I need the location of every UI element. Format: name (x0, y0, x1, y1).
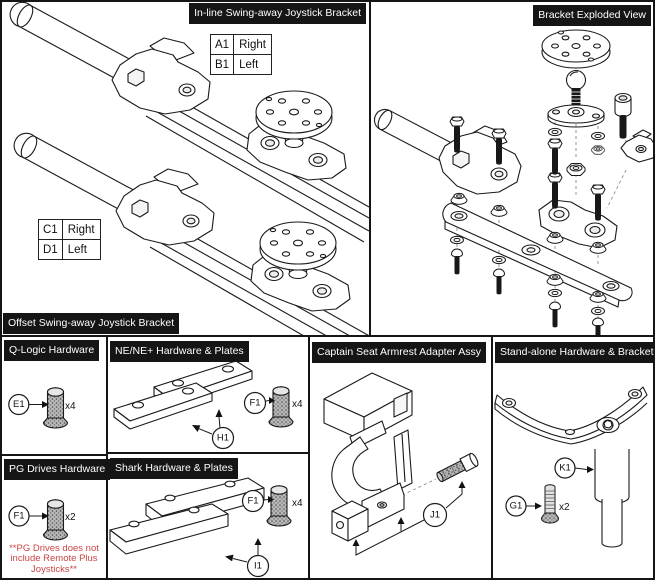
note-line: **PG Drives does not (9, 542, 99, 554)
panel-inline-offset-brackets (0, 0, 371, 337)
table-row (211, 35, 272, 55)
table-offset-codes (38, 219, 101, 260)
mounting-plates (110, 478, 264, 554)
callout-g1: G1 (509, 500, 523, 512)
callout-f1: F1 (13, 510, 25, 522)
quantity-label: x4 (292, 498, 303, 509)
code-cell: C1 (39, 220, 63, 240)
callout-k1: K1 (559, 462, 571, 474)
washer (549, 128, 562, 135)
panel-captain-armrest-adapter (308, 335, 493, 580)
panel-bracket-exploded-view (369, 0, 655, 337)
mounting-screw (44, 500, 68, 540)
table-row (39, 220, 101, 240)
spacer-bushing (491, 205, 507, 216)
callout-h1: H1 (216, 432, 230, 444)
socket-cap-bolt (435, 452, 480, 484)
mounting-screw (44, 388, 68, 428)
washer (451, 236, 464, 243)
panel-shark-hardware-plates (106, 452, 310, 580)
header-standalone: Stand-alone Hardware & Bracket (495, 342, 655, 363)
header-qlogic: Q-Logic Hardware (4, 340, 99, 361)
mounting-plates (114, 361, 252, 429)
header-nene: NE/NE+ Hardware & Plates (110, 341, 249, 362)
mounting-post-lower (602, 499, 622, 547)
side-cell: Right (62, 220, 100, 240)
code-cell: A1 (211, 35, 234, 55)
callout-f1: F1 (249, 397, 261, 409)
ball-stud (567, 71, 586, 90)
side-cell: Left (234, 55, 272, 75)
exploded-view-drawing (371, 2, 653, 335)
panel-standalone-hardware-bracket (491, 335, 655, 580)
hex-nut (592, 146, 605, 154)
header-offset-bracket: Offset Swing-away Joystick Bracket (3, 313, 179, 334)
quantity-label: x2 (65, 512, 76, 523)
callout-j1: J1 (429, 509, 441, 521)
washer (592, 307, 605, 314)
mounting-screw (269, 387, 293, 427)
washer (549, 289, 562, 296)
button-screw (593, 318, 604, 335)
hex-bolt (548, 139, 562, 175)
table-row (211, 55, 272, 75)
quantity-label: x4 (65, 401, 76, 412)
header-exploded-view: Bracket Exploded View (533, 5, 651, 26)
panel-pgdrives-hardware (0, 454, 108, 580)
standalone-drawing (493, 337, 653, 578)
washer (493, 256, 506, 263)
callout-i1: I1 (254, 560, 262, 572)
note-line: Joysticks** (31, 563, 77, 575)
mounting-screw (267, 486, 291, 526)
pgdrives-note (2, 544, 106, 576)
table-row (39, 240, 101, 260)
code-cell: D1 (39, 240, 63, 260)
quantity-label: x4 (292, 399, 303, 410)
button-screw (550, 302, 561, 327)
mounting-post (595, 449, 629, 504)
note-line: include Remote Plus (10, 553, 98, 564)
callout-e1: E1 (12, 399, 25, 410)
callout-f1: F1 (247, 495, 259, 507)
hex-nut (567, 164, 585, 176)
armrest-adapter-body (324, 373, 412, 541)
captain-adapter-drawing (310, 337, 491, 578)
button-screw (494, 269, 505, 294)
panel-qlogic-hardware (0, 335, 108, 456)
table-inline-codes (210, 34, 272, 75)
socket-head-screw (615, 94, 631, 139)
header-pgdrives: PG Drives Hardware (4, 459, 110, 480)
spacer-bushing (451, 193, 467, 204)
button-screw (452, 249, 463, 274)
bracket-assemblies-drawing (2, 2, 369, 335)
side-cell: Right (234, 35, 272, 55)
header-shark: Shark Hardware & Plates (110, 458, 238, 479)
panel-nene-hardware-plates (106, 335, 310, 454)
side-cell: Left (62, 240, 100, 260)
tube-clamp (439, 132, 521, 194)
washer (592, 132, 605, 139)
machine-screw (542, 485, 559, 523)
exploded-parts (374, 30, 653, 335)
code-cell: B1 (211, 55, 234, 75)
header-inline-bracket: In-line Swing-away Joystick Bracket (189, 3, 366, 24)
header-captain: Captain Seat Armrest Adapter Assy (312, 342, 486, 363)
quantity-label: x2 (559, 502, 570, 513)
